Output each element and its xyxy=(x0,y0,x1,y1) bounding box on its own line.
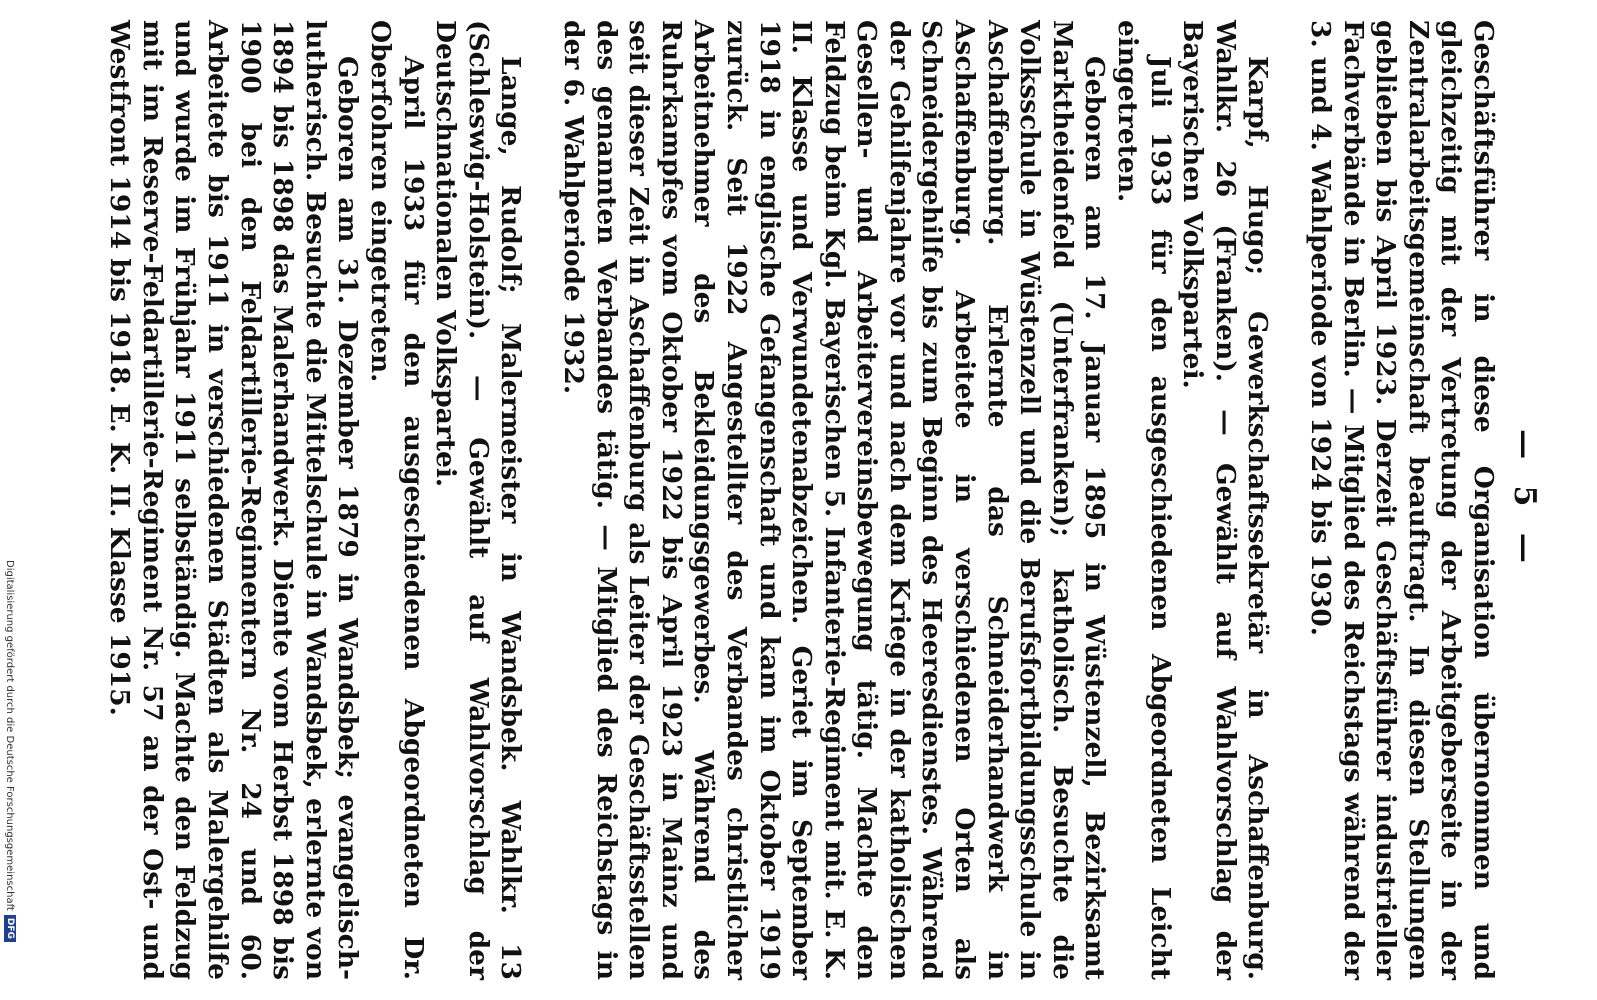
entry-lange-biography: Geboren am 31. Dezember 1879 in Wandsbek; evangelisch-lutherisch. Besuchte die Mittelschule in Wandsbek, erlernte von 1894 bis 1898 das Malerhandwerk. Diente vom Herbst 1898 bis 1900 bei den Feldartillerie-Regimentern Nr. 24 und 60. Arbeitete bis 1911 in verschiedenen Städten als Malergehilfe und wurde im Frühjahr 1911 selbständig. Machte den Feldzug mit im Reserve-Feldartillerie-Regiment Nr. 57 an der Ost- und Westfront 1914 bis 1918. E. K. II. Klasse 1915. xyxy=(104,20,364,980)
rotated-text-block xyxy=(40,20,1560,980)
paragraph-continuation: Geschäftsführer in diese Organisation übernommen und gleichzeitig mit der Vertretung der Arbeitgeberseite in der Zentralarbeitsgemeinschaft beauftragt. In diesen Stellungen geblieben bis April 1923. Derzeit Geschäftsführer industrieller Fachverbände in Berlin. — Mitglied des Reichstags während der 3. und 4. Wahlperiode von 1924 bis 1930. xyxy=(1305,20,1499,980)
entry-karpf-joined: Juli 1933 für den ausgeschiedenen Abgeordneten Leicht eingetreten. xyxy=(1112,20,1176,980)
credit-text: Digitalisierung gefördert durch die Deutsche Forschungsgemeinschaft xyxy=(4,560,16,911)
page-number: — 5 — xyxy=(1507,429,1542,571)
entry-karpf-biography: Geboren am 17. Januar 1895 in Wüstenzell, Bezirksamt Marktheidenfeld (Unterfranken); katholisch. Besuchte die Volksschule in Wüstenzell und die Berufsfortbildungsschule in Aschaffenburg. Erlernte das Schneiderhandwerk in Aschaffenburg. Arbeitete in verschiedenen Orten als Schneidergehilfe bis zum Beginn des Heeresdienstes. Während der Gehilfenjahre vor und nach dem Kriege in der katholischen Gesellen- und Arbeitervereinsbewegung tätig. Machte den Feldzug beim Kgl. Bayerischen 5. Infanterie-Regiment mit. E. K. II. Klasse und Verwundetenabzeichen. Geriet im September 1918 in englische Gefangenschaft und kam im Oktober 1919 zurück. Seit 1922 Angestellter des Verbandes christlicher Arbeitnehmer des Bekleidungsgewerbes. Während des Ruhrkampfes vom Oktober 1922 bis April 1923 in Mainz und seit dieser Zeit in Aschaffenburg als Leiter der Geschäftsstellen des genannten Verbandes tätig. — Mitglied des Reichstags in der 6. Wahlperiode 1932. xyxy=(557,20,1111,980)
entry-lange-joined: April 1933 für den ausgeschiedenen Abgeordneten Dr. Oberfohren eingetreten. xyxy=(365,20,429,980)
entry-karpf-header: Karpf, Hugo; Gewerkschaftssekretär in Aschaffenburg. Wahlkr. 26 (Franken). — Gewählt auf Wahlvorschlag der Bayerischen Volkspartei. xyxy=(1177,20,1274,980)
dfg-logo-icon: DFG xyxy=(4,915,16,942)
digitization-credit xyxy=(0,560,20,1000)
entry-lange-header: Lange, Rudolf; Malermeister in Wandsbek. Wahlkr. 13 (Schleswig-Holstein). — Gewählt auf Wahlvorschlag der Deutschnationalen Volkspartei. xyxy=(430,20,527,980)
